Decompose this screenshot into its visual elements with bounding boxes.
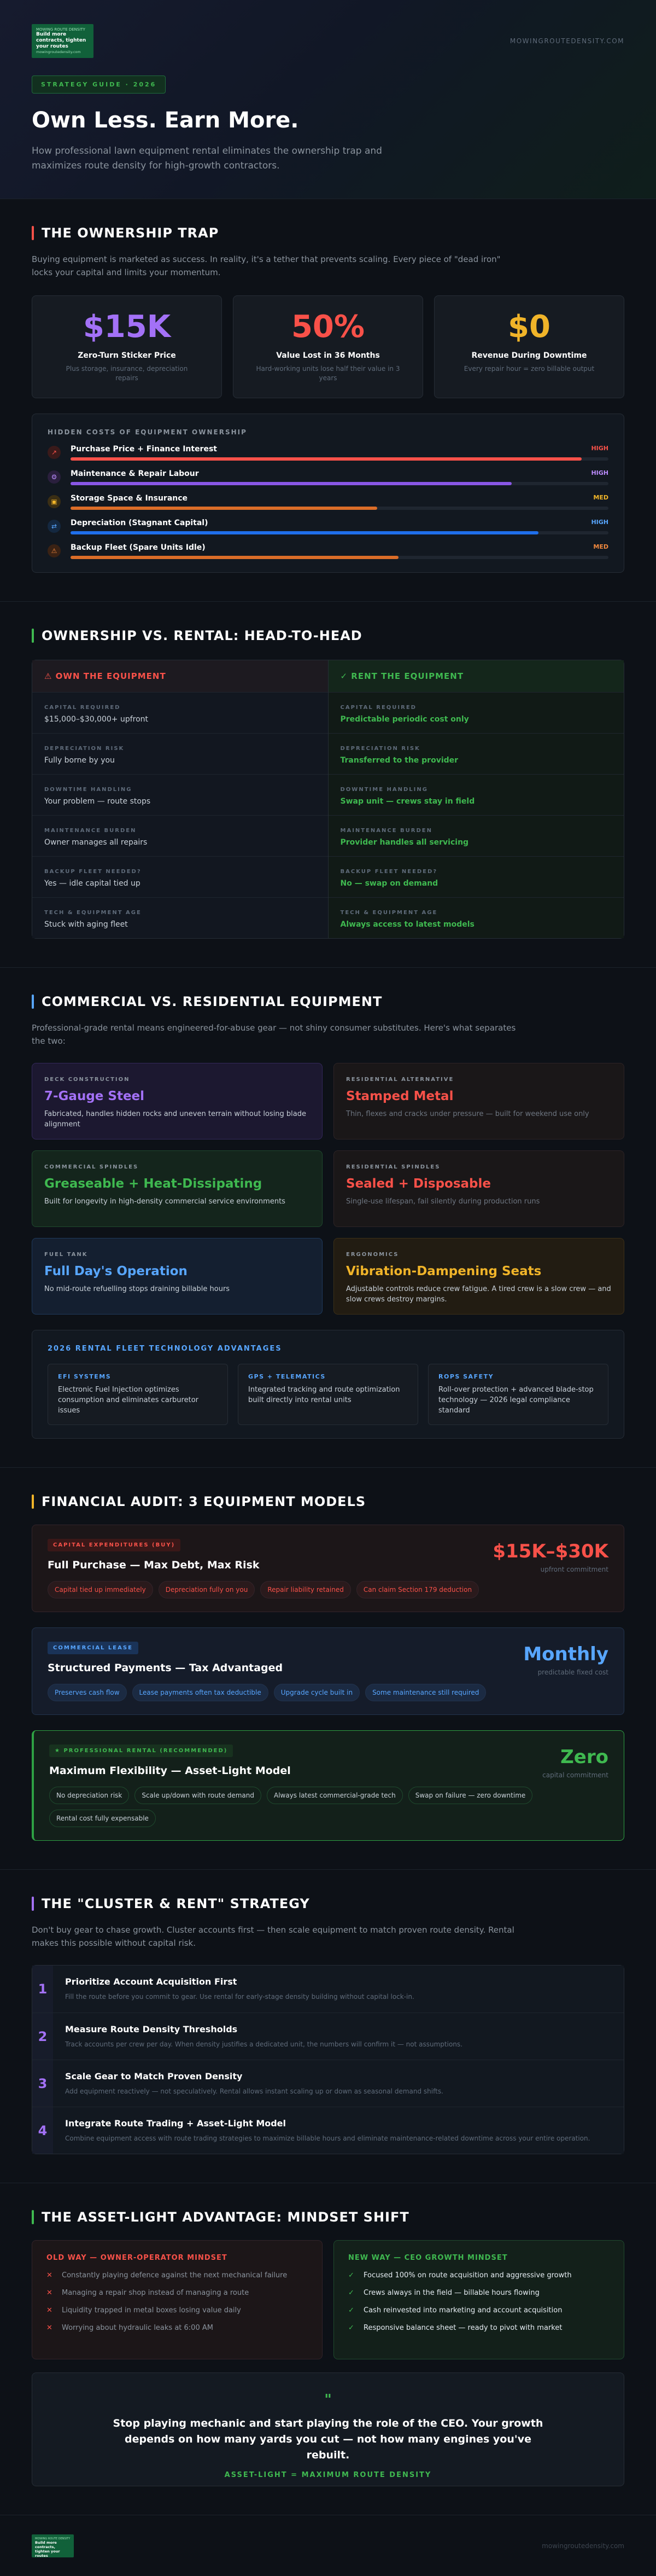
model-name: Structured Payments — Tax Advantaged [48, 1662, 283, 1674]
row-label: DOWNTIME HANDLING [340, 787, 428, 793]
card-category: RESIDENTIAL ALTERNATIVE [346, 1077, 454, 1083]
section-title: OWNERSHIP VS. RENTAL: HEAD-TO-HEAD [42, 628, 362, 643]
model-chips [48, 1684, 608, 1701]
strategy-step [32, 2013, 624, 2060]
feature-chip: Some maintenance still required [365, 1684, 486, 1701]
logo-line: MOWING ROUTE DENSITY [36, 27, 85, 32]
quote-icon: " [324, 2392, 332, 2408]
price-value: Monthly [523, 1643, 608, 1665]
page-title: Own Less. Earn More. [32, 108, 299, 133]
strategy-step [32, 1966, 624, 2013]
cross-icon: ✕ [46, 2324, 52, 2332]
rent-cell [329, 815, 624, 856]
card-category: RESIDENTIAL SPINDLES [346, 1164, 441, 1170]
stat-value: $15K [83, 309, 171, 345]
rent-value: Transferred to the provider [340, 756, 459, 765]
equipment-model-card [32, 1730, 624, 1841]
step-title: Measure Route Density Thresholds [65, 2024, 238, 2034]
row-label: TECH & EQUIPMENT AGE [340, 910, 438, 916]
own-cell [32, 897, 328, 938]
row-label: DOWNTIME HANDLING [44, 787, 132, 793]
card-description: Built for longevity in high-density commercial service environments [44, 1197, 285, 1206]
accent-bar [32, 629, 34, 643]
cost-row [48, 494, 608, 510]
card-title: 7-Gauge Steel [44, 1089, 145, 1103]
rent-value: Provider handles all servicing [340, 838, 469, 847]
accent-bar [32, 995, 34, 1009]
own-column [32, 660, 328, 938]
stat-card [233, 295, 423, 398]
model-name: Full Purchase — Max Debt, Max Risk [48, 1559, 260, 1571]
equipment-card [333, 1238, 624, 1315]
equipment-card [333, 1150, 624, 1227]
model-price [542, 1746, 608, 1779]
new-way-column [333, 2240, 624, 2359]
strategy-steps [32, 1965, 624, 2154]
feature-chip: Always latest commercial-grade tech [267, 1787, 403, 1804]
cross-icon: ✕ [46, 2306, 52, 2315]
equipment-card [32, 1238, 323, 1315]
storage-icon: ▣ [48, 495, 61, 508]
commercial-vs-residential-section [0, 967, 656, 1467]
row-label: DEPRECIATION RISK [44, 746, 125, 752]
equipment-model-card [32, 1627, 624, 1715]
tech-description: Roll-over protection + advanced blade-stop technology — 2026 legal compliance standard [438, 1386, 594, 1415]
tech-title: GPS + TELEMATICS [248, 1373, 326, 1380]
section-title: THE ASSET-LIGHT ADVANTAGE: MINDSET SHIFT [42, 2209, 409, 2225]
financial-audit-section [0, 1467, 656, 1869]
quote-signature: ASSET-LIGHT = MAXIMUM ROUTE DENSITY [224, 2471, 432, 2479]
rent-cell [329, 897, 624, 938]
tech-advantages-panel [32, 1330, 624, 1439]
swap-icon: ⇄ [48, 520, 61, 533]
card-title: Stamped Metal [346, 1089, 454, 1103]
card-description: Adjustable controls reduce crew fatigue. A tired crew is a slow crew — and slow crews destroy margins. [346, 1285, 611, 1304]
own-cell [32, 856, 328, 897]
model-tag: COMMERCIAL LEASE [48, 1642, 138, 1654]
logo-tagline: Build more contracts, tighten your routes [36, 32, 86, 49]
section-title: FINANCIAL AUDIT: 3 EQUIPMENT MODELS [42, 1494, 366, 1509]
warning-icon: ⚠ [48, 544, 61, 557]
section-heading [32, 1494, 624, 1509]
cost-bar-track [71, 556, 608, 559]
step-title: Integrate Route Trading + Asset-Light Model [65, 2118, 286, 2129]
card-title: Greaseable + Heat-Dissipating [44, 1177, 262, 1191]
model-price [523, 1643, 608, 1676]
ownership-vs-rental-section [0, 601, 656, 967]
new-way-heading: NEW WAY — CEO GROWTH MINDSET [348, 2254, 508, 2262]
hidden-costs-heading: HIDDEN COSTS OF EQUIPMENT OWNERSHIP [48, 428, 247, 436]
equipment-card [333, 1063, 624, 1139]
logo-tagline: Build more contracts, tighten your routes [35, 2540, 60, 2558]
footer-url[interactable]: mowingroutedensity.com [542, 2542, 624, 2550]
row-label: MAINTENANCE BURDEN [340, 828, 433, 834]
site-url[interactable]: MOWINGROUTEDENSITY.COM [509, 37, 624, 45]
cross-icon: ✕ [46, 2289, 52, 2297]
rent-cell [329, 774, 624, 815]
mindset-text: Worrying about hydraulic leaks at 6:00 AM [62, 2324, 213, 2332]
mindset-item [348, 2306, 610, 2315]
mindset-item [348, 2324, 610, 2332]
cost-row [48, 543, 608, 559]
cost-name: Backup Fleet (Spare Units Idle) [71, 543, 206, 552]
mindset-comparison [32, 2240, 624, 2359]
cost-name: Depreciation (Stagnant Capital) [71, 519, 208, 527]
own-value: Owner manages all repairs [44, 838, 148, 847]
cost-name: Maintenance & Repair Labour [71, 469, 199, 478]
step-title: Prioritize Account Acquisition First [65, 1976, 237, 1987]
cost-bar-fill [71, 482, 512, 485]
cost-name: Purchase Price + Finance Interest [71, 445, 217, 453]
rent-column-header: ✓ RENT THE EQUIPMENT [329, 660, 624, 692]
tech-description: Electronic Fuel Injection optimizes consumption and eliminates carburetor issues [58, 1386, 198, 1415]
section-intro: Buying equipment is marketed as success. In reality, it's a tether that prevents scaling. Every piece of "dead iron" locks your capital and limits your momentum. [32, 254, 501, 277]
step-number: 2 [32, 2013, 53, 2060]
cost-row [48, 469, 608, 485]
guide-badge: STRATEGY GUIDE · 2026 [32, 75, 166, 94]
cost-row [48, 445, 608, 461]
comparison-table [32, 660, 624, 939]
mindset-item [46, 2289, 308, 2297]
strategy-step [32, 2107, 624, 2154]
tech-card [48, 1364, 228, 1425]
model-tag: CAPITAL EXPENDITURES (BUY) [48, 1539, 180, 1551]
tech-title: EFI SYSTEMS [58, 1373, 112, 1380]
mindset-text: Constantly playing defence against the next mechanical failure [62, 2271, 288, 2280]
own-value: $15,000–$30,000+ upfront [44, 715, 149, 724]
feature-chip: Scale up/down with route demand [134, 1787, 261, 1804]
mindset-item [46, 2324, 308, 2332]
tech-description: Integrated tracking and route optimization built directly into rental units [248, 1386, 400, 1404]
accent-bar [32, 1495, 34, 1509]
own-column-header: ⚠ OWN THE EQUIPMENT [32, 660, 328, 692]
step-description: Fill the route before you commit to gear. Use rental for early-stage density building without capital lock-in. [65, 1993, 414, 2001]
cost-level-badge: HIGH [591, 469, 608, 476]
step-description: Add equipment reactively — not speculatively. Rental allows instant scaling up or down as seasonal demand shifts. [65, 2087, 443, 2095]
quote-text: Stop playing mechanic and start playing the role of the CEO. Your growth depends on how many yards you cut — not how many engines you've rebuilt. [113, 2417, 543, 2461]
cluster-rent-section [0, 1869, 656, 2183]
rent-value: No — swap on demand [340, 879, 438, 888]
stat-description: Every repair hour = zero billable output [464, 365, 595, 373]
check-icon: ✓ [348, 2324, 354, 2332]
section-intro: Professional-grade rental means engineered-for-abuse gear — not shiny consumer substitutes. Here's what separates the two: [32, 1023, 516, 1046]
step-number: 3 [32, 2060, 53, 2107]
strategy-step [32, 2060, 624, 2107]
cost-bar-track [71, 457, 608, 461]
stat-description: Hard-working units lose half their value in 3 years [256, 365, 400, 382]
section-heading [32, 628, 624, 643]
row-label: CAPITAL REQUIRED [340, 705, 417, 711]
hero-section [0, 0, 656, 199]
section-heading [32, 2209, 624, 2225]
row-label: CAPITAL REQUIRED [44, 705, 121, 711]
card-description: No mid-route refuelling stops draining billable hours [44, 1285, 230, 1293]
cost-level-badge: HIGH [591, 445, 608, 452]
cost-name: Storage Space & Insurance [71, 494, 188, 503]
stat-label: Value Lost in 36 Months [276, 351, 380, 360]
mindset-text: Focused 100% on route acquisition and aggressive growth [364, 2271, 572, 2280]
tech-advantages-heading: 2026 RENTAL FLEET TECHNOLOGY ADVANTAGES [48, 1345, 282, 1353]
own-cell [32, 692, 328, 733]
logo-line: MOWING ROUTE DENSITY [35, 2537, 71, 2540]
card-title: Sealed + Disposable [346, 1177, 491, 1191]
card-title: Vibration-Dampening Seats [346, 1264, 542, 1278]
mindset-text: Cash reinvested into marketing and account acquisition [364, 2306, 563, 2315]
logo-url: mowingroutedensity.com [36, 50, 81, 54]
cost-bar-track [71, 531, 608, 534]
mindset-text: Responsive balance sheet — ready to pivot with market [364, 2324, 563, 2332]
gear-icon: ⚙ [48, 470, 61, 484]
feature-chip: Capital tied up immediately [48, 1581, 153, 1598]
equipment-card [32, 1063, 323, 1139]
card-description: Fabricated, handles hidden rocks and uneven terrain without losing blade alignment [44, 1110, 307, 1129]
ceo-quote [32, 2373, 624, 2486]
price-value: $15K–$30K [493, 1540, 608, 1562]
tech-title: ROPS SAFETY [438, 1373, 494, 1380]
cost-bar-track [71, 507, 608, 510]
price-caption: upfront commitment [540, 1566, 608, 1573]
stat-cards [32, 295, 624, 398]
price-caption: capital commitment [542, 1771, 608, 1779]
stat-value: 50% [291, 309, 365, 345]
rent-cell [329, 856, 624, 897]
own-cell [32, 774, 328, 815]
step-number: 1 [32, 1966, 53, 2013]
own-cell [32, 815, 328, 856]
price-value: Zero [560, 1746, 608, 1768]
model-price [493, 1540, 608, 1573]
card-title: Full Day's Operation [44, 1264, 188, 1278]
mindset-text: Liquidity trapped in metal boxes losing value daily [62, 2306, 241, 2315]
feature-chip: Lease payments often tax deductible [132, 1684, 268, 1701]
feature-chip: Swap on failure — zero downtime [408, 1787, 533, 1804]
check-icon: ✓ [348, 2271, 354, 2280]
feature-chip: Upgrade cycle built in [274, 1684, 360, 1701]
feature-chip: No depreciation risk [49, 1787, 129, 1804]
cost-level-badge: MED [593, 494, 608, 501]
own-value: Stuck with aging fleet [44, 920, 128, 929]
card-description: Single-use lifespan, fail silently during production runs [346, 1197, 540, 1206]
row-label: MAINTENANCE BURDEN [44, 828, 137, 834]
old-way-heading: OLD WAY — OWNER-OPERATOR MINDSET [46, 2254, 227, 2262]
rent-cell [329, 692, 624, 733]
cost-bar-fill [71, 507, 377, 510]
row-label: BACKUP FLEET NEEDED? [44, 869, 142, 875]
feature-chip: Depreciation fully on you [159, 1581, 255, 1598]
section-heading [32, 994, 624, 1009]
equipment-model-card [32, 1525, 624, 1612]
step-description: Track accounts per crew per day. When density justifies a dedicated unit, the numbers will confirm it — not assumptions. [65, 2040, 462, 2048]
feature-chip: Can claim Section 179 deduction [356, 1581, 479, 1598]
row-label: BACKUP FLEET NEEDED? [340, 869, 438, 875]
feature-chip: Preserves cash flow [48, 1684, 127, 1701]
footer [0, 2515, 656, 2576]
old-way-column [32, 2240, 323, 2359]
rent-column [328, 660, 624, 938]
feature-chip: Rental cost fully expensable [49, 1810, 156, 1827]
cost-level-badge: HIGH [591, 519, 608, 526]
accent-bar [32, 226, 34, 240]
cost-row [48, 519, 608, 534]
cost-bar-fill [71, 556, 399, 559]
card-category: COMMERCIAL SPINDLES [44, 1164, 139, 1170]
cost-bar-fill [71, 531, 538, 534]
card-category: FUEL TANK [44, 1252, 88, 1258]
accent-bar [32, 2210, 34, 2224]
row-label: DEPRECIATION RISK [340, 746, 420, 752]
brand-logo[interactable] [32, 24, 93, 58]
own-value: Your problem — route stops [44, 797, 151, 806]
stat-card [32, 295, 222, 398]
model-chips [49, 1787, 608, 1827]
row-label: TECH & EQUIPMENT AGE [44, 910, 142, 916]
mindset-item [46, 2306, 308, 2315]
mindset-text: Managing a repair shop instead of managing a route [62, 2289, 249, 2297]
own-cell [32, 733, 328, 774]
step-description: Combine equipment access with route trading strategies to maximize billable hours and eliminate maintenance-related downtime across your entire operation. [65, 2135, 590, 2142]
mindset-item [348, 2271, 610, 2280]
accent-bar [32, 1897, 34, 1911]
mindset-item [348, 2289, 610, 2297]
own-value: Fully borne by you [44, 756, 115, 765]
check-icon: ✓ [348, 2306, 354, 2315]
card-description: Thin, flexes and cracks under pressure — built for weekend use only [346, 1110, 589, 1118]
tech-card [238, 1364, 418, 1425]
rent-value: Swap unit — crews stay in field [340, 797, 475, 806]
rent-value: Predictable periodic cost only [340, 715, 469, 724]
card-category: ERGONOMICS [346, 1252, 399, 1258]
hidden-costs-panel [32, 414, 624, 573]
model-chips [48, 1581, 608, 1598]
cost-bar-fill [71, 457, 582, 461]
cost-level-badge: MED [593, 543, 608, 550]
ownership-trap-section [0, 199, 656, 601]
stat-description: Plus storage, insurance, depreciation repairs [66, 365, 188, 382]
mindset-text: Crews always in the field — billable hours flowing [364, 2289, 540, 2297]
price-caption: predictable fixed cost [537, 1668, 608, 1676]
cost-bar-track [71, 482, 608, 485]
stat-value: $0 [508, 309, 550, 345]
chart-icon: ↗ [48, 446, 61, 459]
section-intro: Don't buy gear to chase growth. Cluster accounts first — then scale equipment to match proven route density. Rental makes this possible without capital risk. [32, 1925, 514, 1948]
rent-value: Always access to latest models [340, 920, 475, 929]
stat-card [434, 295, 624, 398]
model-tag: ★ PROFESSIONAL RENTAL (RECOMMENDED) [49, 1745, 233, 1757]
tech-card [428, 1364, 608, 1425]
stat-label: Revenue During Downtime [471, 351, 587, 360]
section-title: COMMERCIAL VS. RESIDENTIAL EQUIPMENT [42, 994, 383, 1009]
rent-cell [329, 733, 624, 774]
section-heading [32, 225, 624, 241]
section-title: THE "CLUSTER & RENT" STRATEGY [42, 1896, 310, 1911]
equipment-comparison-grid [32, 1063, 624, 1315]
mindset-section [0, 2183, 656, 2515]
equipment-card [32, 1150, 323, 1227]
section-title: THE OWNERSHIP TRAP [42, 225, 219, 241]
step-title: Scale Gear to Match Proven Density [65, 2071, 243, 2081]
step-number: 4 [32, 2107, 53, 2154]
page-subtitle: How professional lawn equipment rental eliminates the ownership trap and maximizes route density for high-growth contractors. [32, 146, 382, 171]
check-icon: ✓ [348, 2289, 354, 2297]
stat-label: Zero-Turn Sticker Price [78, 351, 176, 360]
feature-chip: Repair liability retained [260, 1581, 351, 1598]
footer-logo[interactable] [32, 2534, 74, 2557]
card-category: DECK CONSTRUCTION [44, 1077, 130, 1083]
mindset-item [46, 2271, 308, 2280]
own-value: Yes — idle capital tied up [44, 879, 140, 888]
model-name: Maximum Flexibility — Asset-Light Model [49, 1765, 291, 1777]
cross-icon: ✕ [46, 2271, 52, 2280]
section-heading [32, 1896, 624, 1911]
